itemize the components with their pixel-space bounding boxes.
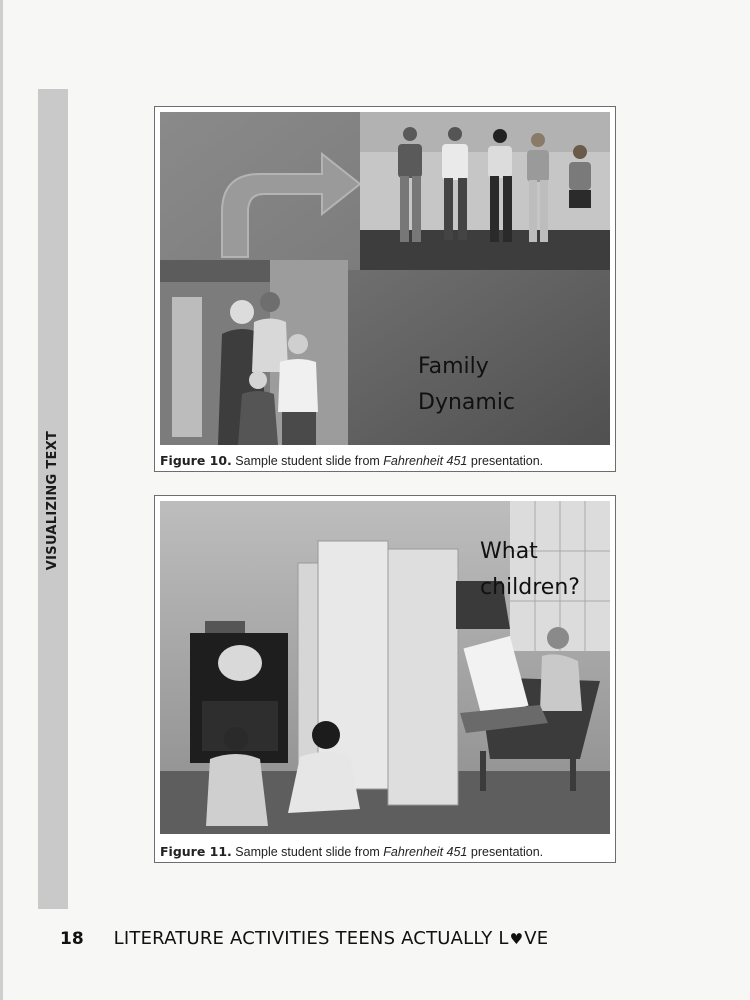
slide-title-line-2: children? xyxy=(480,575,580,600)
caption-text-end: presentation. xyxy=(470,454,544,468)
heart-icon: ♥ xyxy=(509,930,524,948)
caption-label: Figure 11. xyxy=(160,844,232,859)
modern-family-photo xyxy=(360,112,610,270)
slide-title-line-2: Dynamic xyxy=(418,390,516,415)
figure-11-caption xyxy=(160,844,543,859)
sidebar-label-text: VISUALIZING TEXT xyxy=(45,430,61,570)
figure-10-photo-collage xyxy=(160,112,610,445)
page-number: 18 xyxy=(60,929,84,949)
slide-title-line-1: Family xyxy=(418,354,489,379)
running-title-end: VE xyxy=(524,928,549,949)
running-title-start: LITERATURE ACTIVITIES TEENS ACTUALLY L xyxy=(113,928,509,949)
caption-text: Sample student slide from xyxy=(235,454,380,468)
figure-10 xyxy=(154,106,616,472)
vintage-family-photo xyxy=(160,260,348,445)
figure-11-slide-title xyxy=(480,534,580,606)
figure-10-slide xyxy=(160,112,610,445)
sidebar-label xyxy=(38,430,68,570)
caption-book-title: Fahrenheit 451 xyxy=(383,454,468,468)
caption-text-end: presentation. xyxy=(470,845,544,859)
figure-11 xyxy=(154,495,616,863)
caption-book-title: Fahrenheit 451 xyxy=(383,845,468,859)
page-footer xyxy=(60,928,548,949)
caption-label: Figure 10. xyxy=(160,453,232,468)
figure-10-slide-title xyxy=(418,349,515,421)
figure-10-caption xyxy=(160,453,543,468)
figure-11-slide xyxy=(160,501,610,834)
running-title xyxy=(114,928,549,949)
page-edge xyxy=(0,0,3,1000)
caption-text: Sample student slide from xyxy=(235,845,380,859)
slide-title-line-1: What xyxy=(480,539,538,564)
